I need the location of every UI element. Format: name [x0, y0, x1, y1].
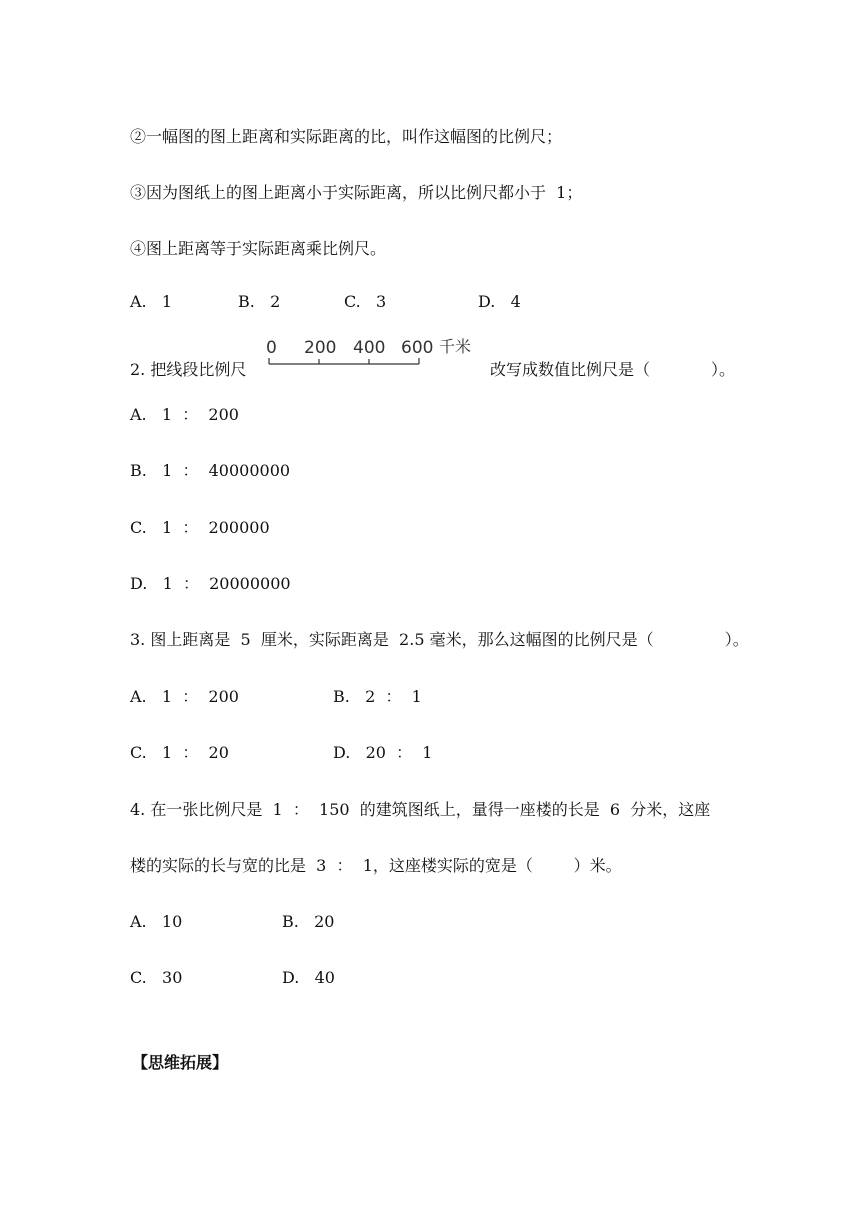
q4-stem-line2: 楼的实际的长与宽的比是 3 ： 1，这座楼实际的宽是（ ）米。 — [130, 856, 622, 875]
q4-option-c: C. 30 — [130, 968, 183, 987]
q2-stem-suffix: 改写成数值比例尺是（ ）。 — [490, 360, 736, 379]
q2-option-a: A. 1 ： 200 — [130, 405, 239, 424]
q2-stem-prefix: 2. 把线段比例尺 — [130, 360, 247, 379]
scale-label-0: 0 — [266, 338, 277, 358]
q3-option-b: B. 2 ： 1 — [333, 687, 422, 706]
statement-4: ④图上距离等于实际距离乘比例尺。 — [130, 239, 387, 258]
q3-option-d: D. 20 ： 1 — [333, 743, 433, 762]
q3-option-a: A. 1 ： 200 — [130, 687, 239, 706]
q1-option-d: D. 4 — [478, 292, 521, 311]
line-segment-scale — [266, 334, 486, 374]
q3-option-c: C. 1 ： 20 — [130, 743, 229, 762]
scale-label-400: 400 — [353, 338, 386, 358]
q1-option-a: A. 1 — [130, 292, 173, 311]
q2-option-d: D. 1 ： 20000000 — [130, 574, 291, 593]
q3-stem: 3. 图上距离是 5 厘米，实际距离是 2.5 毫米，那么这幅图的比例尺是（ ）。 — [130, 630, 749, 649]
q1-option-c: C. 3 — [344, 292, 387, 311]
statement-2: ②一幅图的图上距离和实际距离的比，叫作这幅图的比例尺； — [130, 127, 563, 146]
section-heading: 【思维拓展】 — [132, 1053, 229, 1072]
q2-option-c: C. 1 ： 200000 — [130, 518, 270, 537]
scale-label-200: 200 — [304, 338, 337, 358]
scale-label-600: 600 — [401, 338, 434, 358]
q4-option-d: D. 40 — [282, 968, 335, 987]
q4-stem-line1: 4. 在一张比例尺是 1 ： 150 的建筑图纸上，量得一座楼的长是 6 分米，这座 — [130, 800, 711, 819]
scale-unit: 千米 — [439, 337, 472, 356]
q2-option-b: B. 1 ： 40000000 — [130, 461, 291, 480]
statement-3: ③因为图纸上的图上距离小于实际距离，所以比例尺都小于 1； — [130, 183, 583, 202]
q1-option-b: B. 2 — [238, 292, 281, 311]
q4-option-b: B. 20 — [282, 912, 335, 931]
q4-option-a: A. 10 — [130, 912, 183, 931]
